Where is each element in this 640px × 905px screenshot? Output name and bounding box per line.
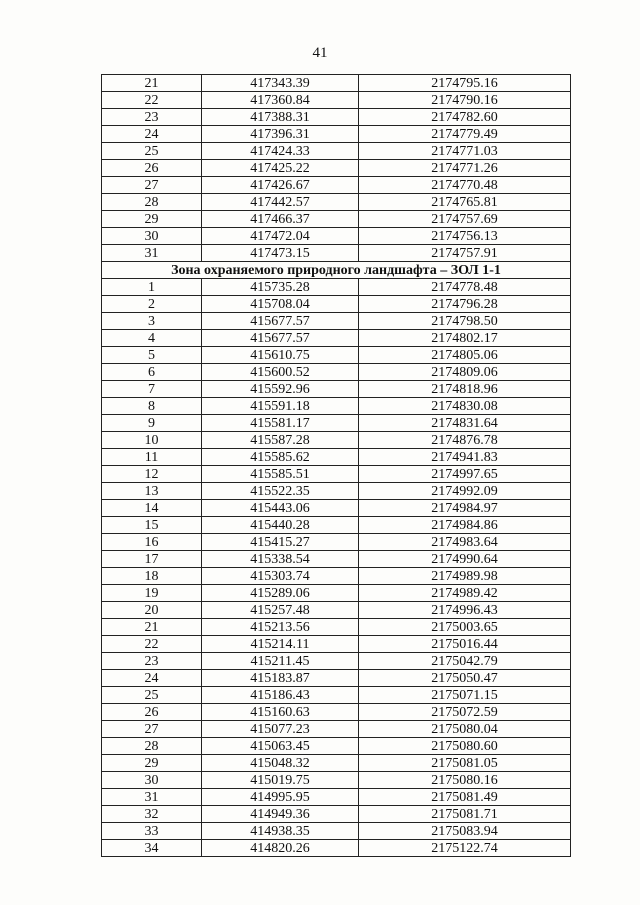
table-row bbox=[102, 602, 571, 619]
table-row bbox=[102, 653, 571, 670]
y-coordinate-cell: 2174779.49 bbox=[359, 126, 571, 143]
x-coordinate-cell: 414949.36 bbox=[202, 806, 359, 823]
x-coordinate-cell: 417360.84 bbox=[202, 92, 359, 109]
x-coordinate-cell: 417472.04 bbox=[202, 228, 359, 245]
y-coordinate-cell: 2174830.08 bbox=[359, 398, 571, 415]
section-header-body bbox=[102, 262, 571, 279]
y-coordinate-cell: 2175083.94 bbox=[359, 823, 571, 840]
table-row bbox=[102, 687, 571, 704]
y-coordinate-cell: 2174818.96 bbox=[359, 381, 571, 398]
page-number: 41 bbox=[312, 45, 328, 61]
y-coordinate-cell: 2174992.09 bbox=[359, 483, 571, 500]
point-number-cell: 7 bbox=[102, 381, 202, 398]
x-coordinate-cell: 414938.35 bbox=[202, 823, 359, 840]
table-row bbox=[102, 772, 571, 789]
x-coordinate-cell: 415257.48 bbox=[202, 602, 359, 619]
point-number-cell: 30 bbox=[102, 772, 202, 789]
y-coordinate-cell: 2174770.48 bbox=[359, 177, 571, 194]
point-number-cell: 9 bbox=[102, 415, 202, 432]
table-row bbox=[102, 823, 571, 840]
y-coordinate-cell: 2174809.06 bbox=[359, 364, 571, 381]
point-number-cell: 11 bbox=[102, 449, 202, 466]
y-coordinate-cell: 2174831.64 bbox=[359, 415, 571, 432]
y-coordinate-cell: 2174771.03 bbox=[359, 143, 571, 160]
table-row bbox=[102, 92, 571, 109]
point-number-cell: 14 bbox=[102, 500, 202, 517]
y-coordinate-cell: 2175016.44 bbox=[359, 636, 571, 653]
section-title: Зона охраняемого природного ландшафта – ЗОЛ 1-1 bbox=[102, 262, 571, 279]
table-row bbox=[102, 619, 571, 636]
point-number-cell: 6 bbox=[102, 364, 202, 381]
point-number-cell: 16 bbox=[102, 534, 202, 551]
x-coordinate-cell: 415019.75 bbox=[202, 772, 359, 789]
x-coordinate-cell: 414820.26 bbox=[202, 840, 359, 857]
y-coordinate-cell: 2174990.64 bbox=[359, 551, 571, 568]
table-row bbox=[102, 143, 571, 160]
point-number-cell: 21 bbox=[102, 75, 202, 92]
point-number-cell: 28 bbox=[102, 738, 202, 755]
x-coordinate-cell: 415048.32 bbox=[202, 755, 359, 772]
y-coordinate-cell: 2174802.17 bbox=[359, 330, 571, 347]
y-coordinate-cell: 2174983.64 bbox=[359, 534, 571, 551]
table-row bbox=[102, 347, 571, 364]
x-coordinate-cell: 417343.39 bbox=[202, 75, 359, 92]
x-coordinate-cell: 415440.28 bbox=[202, 517, 359, 534]
x-coordinate-cell: 415063.45 bbox=[202, 738, 359, 755]
point-number-cell: 1 bbox=[102, 279, 202, 296]
point-number-cell: 28 bbox=[102, 194, 202, 211]
table-row bbox=[102, 551, 571, 568]
point-number-cell: 25 bbox=[102, 143, 202, 160]
table-row bbox=[102, 721, 571, 738]
point-number-cell: 21 bbox=[102, 619, 202, 636]
x-coordinate-cell: 415677.57 bbox=[202, 313, 359, 330]
section-header-row bbox=[102, 262, 571, 279]
point-number-cell: 20 bbox=[102, 602, 202, 619]
point-number-cell: 12 bbox=[102, 466, 202, 483]
y-coordinate-cell: 2174795.16 bbox=[359, 75, 571, 92]
y-coordinate-cell: 2175071.15 bbox=[359, 687, 571, 704]
point-number-cell: 25 bbox=[102, 687, 202, 704]
point-number-cell: 18 bbox=[102, 568, 202, 585]
point-number-cell: 24 bbox=[102, 126, 202, 143]
table-row bbox=[102, 126, 571, 143]
point-number-cell: 26 bbox=[102, 160, 202, 177]
y-coordinate-cell: 2174757.69 bbox=[359, 211, 571, 228]
y-coordinate-cell: 2175080.04 bbox=[359, 721, 571, 738]
table-row bbox=[102, 211, 571, 228]
y-coordinate-cell: 2174790.16 bbox=[359, 92, 571, 109]
y-coordinate-cell: 2174796.28 bbox=[359, 296, 571, 313]
point-number-cell: 27 bbox=[102, 177, 202, 194]
point-number-cell: 8 bbox=[102, 398, 202, 415]
x-coordinate-cell: 415213.56 bbox=[202, 619, 359, 636]
point-number-cell: 33 bbox=[102, 823, 202, 840]
table-row bbox=[102, 160, 571, 177]
x-coordinate-cell: 415415.27 bbox=[202, 534, 359, 551]
y-coordinate-cell: 2175081.49 bbox=[359, 789, 571, 806]
y-coordinate-cell: 2175081.71 bbox=[359, 806, 571, 823]
y-coordinate-cell: 2175003.65 bbox=[359, 619, 571, 636]
y-coordinate-cell: 2174997.65 bbox=[359, 466, 571, 483]
table-row bbox=[102, 432, 571, 449]
table-row bbox=[102, 228, 571, 245]
point-number-cell: 32 bbox=[102, 806, 202, 823]
point-number-cell: 23 bbox=[102, 109, 202, 126]
table-row bbox=[102, 245, 571, 262]
table-row bbox=[102, 755, 571, 772]
table-row bbox=[102, 568, 571, 585]
point-number-cell: 3 bbox=[102, 313, 202, 330]
x-coordinate-cell: 417424.33 bbox=[202, 143, 359, 160]
point-number-cell: 13 bbox=[102, 483, 202, 500]
x-coordinate-cell: 415610.75 bbox=[202, 347, 359, 364]
y-coordinate-cell: 2174765.81 bbox=[359, 194, 571, 211]
coordinates-table bbox=[101, 74, 571, 857]
y-coordinate-cell: 2175081.05 bbox=[359, 755, 571, 772]
point-number-cell: 24 bbox=[102, 670, 202, 687]
x-coordinate-cell: 414995.95 bbox=[202, 789, 359, 806]
x-coordinate-cell: 417425.22 bbox=[202, 160, 359, 177]
x-coordinate-cell: 417396.31 bbox=[202, 126, 359, 143]
x-coordinate-cell: 415183.87 bbox=[202, 670, 359, 687]
x-coordinate-cell: 415585.51 bbox=[202, 466, 359, 483]
point-number-cell: 31 bbox=[102, 789, 202, 806]
y-coordinate-cell: 2174782.60 bbox=[359, 109, 571, 126]
point-number-cell: 30 bbox=[102, 228, 202, 245]
x-coordinate-cell: 415581.17 bbox=[202, 415, 359, 432]
point-number-cell: 26 bbox=[102, 704, 202, 721]
table-row bbox=[102, 483, 571, 500]
table-row bbox=[102, 806, 571, 823]
table-row bbox=[102, 704, 571, 721]
x-coordinate-cell: 415077.23 bbox=[202, 721, 359, 738]
y-coordinate-cell: 2174756.13 bbox=[359, 228, 571, 245]
table-row bbox=[102, 177, 571, 194]
table-row bbox=[102, 313, 571, 330]
table-row bbox=[102, 381, 571, 398]
table-row bbox=[102, 330, 571, 347]
x-coordinate-cell: 415338.54 bbox=[202, 551, 359, 568]
x-coordinate-cell: 415587.28 bbox=[202, 432, 359, 449]
table-row bbox=[102, 840, 571, 857]
point-number-cell: 22 bbox=[102, 92, 202, 109]
point-number-cell: 23 bbox=[102, 653, 202, 670]
table-row bbox=[102, 398, 571, 415]
point-number-cell: 22 bbox=[102, 636, 202, 653]
point-number-cell: 31 bbox=[102, 245, 202, 262]
x-coordinate-cell: 415160.63 bbox=[202, 704, 359, 721]
table-row bbox=[102, 670, 571, 687]
x-coordinate-cell: 417426.67 bbox=[202, 177, 359, 194]
y-coordinate-cell: 2174989.42 bbox=[359, 585, 571, 602]
x-coordinate-cell: 415522.35 bbox=[202, 483, 359, 500]
table-row bbox=[102, 636, 571, 653]
y-coordinate-cell: 2175050.47 bbox=[359, 670, 571, 687]
top-rows bbox=[102, 75, 571, 262]
x-coordinate-cell: 417473.15 bbox=[202, 245, 359, 262]
point-number-cell: 10 bbox=[102, 432, 202, 449]
point-number-cell: 4 bbox=[102, 330, 202, 347]
point-number-cell: 2 bbox=[102, 296, 202, 313]
x-coordinate-cell: 415585.62 bbox=[202, 449, 359, 466]
y-coordinate-cell: 2175080.16 bbox=[359, 772, 571, 789]
point-number-cell: 29 bbox=[102, 211, 202, 228]
y-coordinate-cell: 2174989.98 bbox=[359, 568, 571, 585]
y-coordinate-cell: 2175122.74 bbox=[359, 840, 571, 857]
x-coordinate-cell: 415186.43 bbox=[202, 687, 359, 704]
point-number-cell: 29 bbox=[102, 755, 202, 772]
x-coordinate-cell: 415735.28 bbox=[202, 279, 359, 296]
x-coordinate-cell: 415303.74 bbox=[202, 568, 359, 585]
x-coordinate-cell: 415211.45 bbox=[202, 653, 359, 670]
y-coordinate-cell: 2174757.91 bbox=[359, 245, 571, 262]
table-row bbox=[102, 279, 571, 296]
table-row bbox=[102, 109, 571, 126]
x-coordinate-cell: 415214.11 bbox=[202, 636, 359, 653]
y-coordinate-cell: 2174984.97 bbox=[359, 500, 571, 517]
x-coordinate-cell: 415443.06 bbox=[202, 500, 359, 517]
y-coordinate-cell: 2174996.43 bbox=[359, 602, 571, 619]
table-row bbox=[102, 789, 571, 806]
x-coordinate-cell: 417442.57 bbox=[202, 194, 359, 211]
table-row bbox=[102, 500, 571, 517]
x-coordinate-cell: 415592.96 bbox=[202, 381, 359, 398]
point-number-cell: 27 bbox=[102, 721, 202, 738]
table-row bbox=[102, 296, 571, 313]
x-coordinate-cell: 417388.31 bbox=[202, 109, 359, 126]
table-row bbox=[102, 738, 571, 755]
y-coordinate-cell: 2174984.86 bbox=[359, 517, 571, 534]
x-coordinate-cell: 415591.18 bbox=[202, 398, 359, 415]
y-coordinate-cell: 2175042.79 bbox=[359, 653, 571, 670]
y-coordinate-cell: 2174876.78 bbox=[359, 432, 571, 449]
table-row bbox=[102, 585, 571, 602]
y-coordinate-cell: 2174805.06 bbox=[359, 347, 571, 364]
table-row bbox=[102, 466, 571, 483]
y-coordinate-cell: 2174771.26 bbox=[359, 160, 571, 177]
point-number-cell: 5 bbox=[102, 347, 202, 364]
y-coordinate-cell: 2174798.50 bbox=[359, 313, 571, 330]
point-number-cell: 15 bbox=[102, 517, 202, 534]
table-row bbox=[102, 517, 571, 534]
table-row bbox=[102, 75, 571, 92]
x-coordinate-cell: 415600.52 bbox=[202, 364, 359, 381]
y-coordinate-cell: 2174941.83 bbox=[359, 449, 571, 466]
section-rows bbox=[102, 279, 571, 857]
x-coordinate-cell: 415677.57 bbox=[202, 330, 359, 347]
x-coordinate-cell: 415289.06 bbox=[202, 585, 359, 602]
y-coordinate-cell: 2175080.60 bbox=[359, 738, 571, 755]
point-number-cell: 34 bbox=[102, 840, 202, 857]
y-coordinate-cell: 2174778.48 bbox=[359, 279, 571, 296]
table-row bbox=[102, 449, 571, 466]
table-row bbox=[102, 364, 571, 381]
table-row bbox=[102, 415, 571, 432]
point-number-cell: 19 bbox=[102, 585, 202, 602]
table-row bbox=[102, 534, 571, 551]
y-coordinate-cell: 2175072.59 bbox=[359, 704, 571, 721]
point-number-cell: 17 bbox=[102, 551, 202, 568]
x-coordinate-cell: 417466.37 bbox=[202, 211, 359, 228]
table-row bbox=[102, 194, 571, 211]
x-coordinate-cell: 415708.04 bbox=[202, 296, 359, 313]
